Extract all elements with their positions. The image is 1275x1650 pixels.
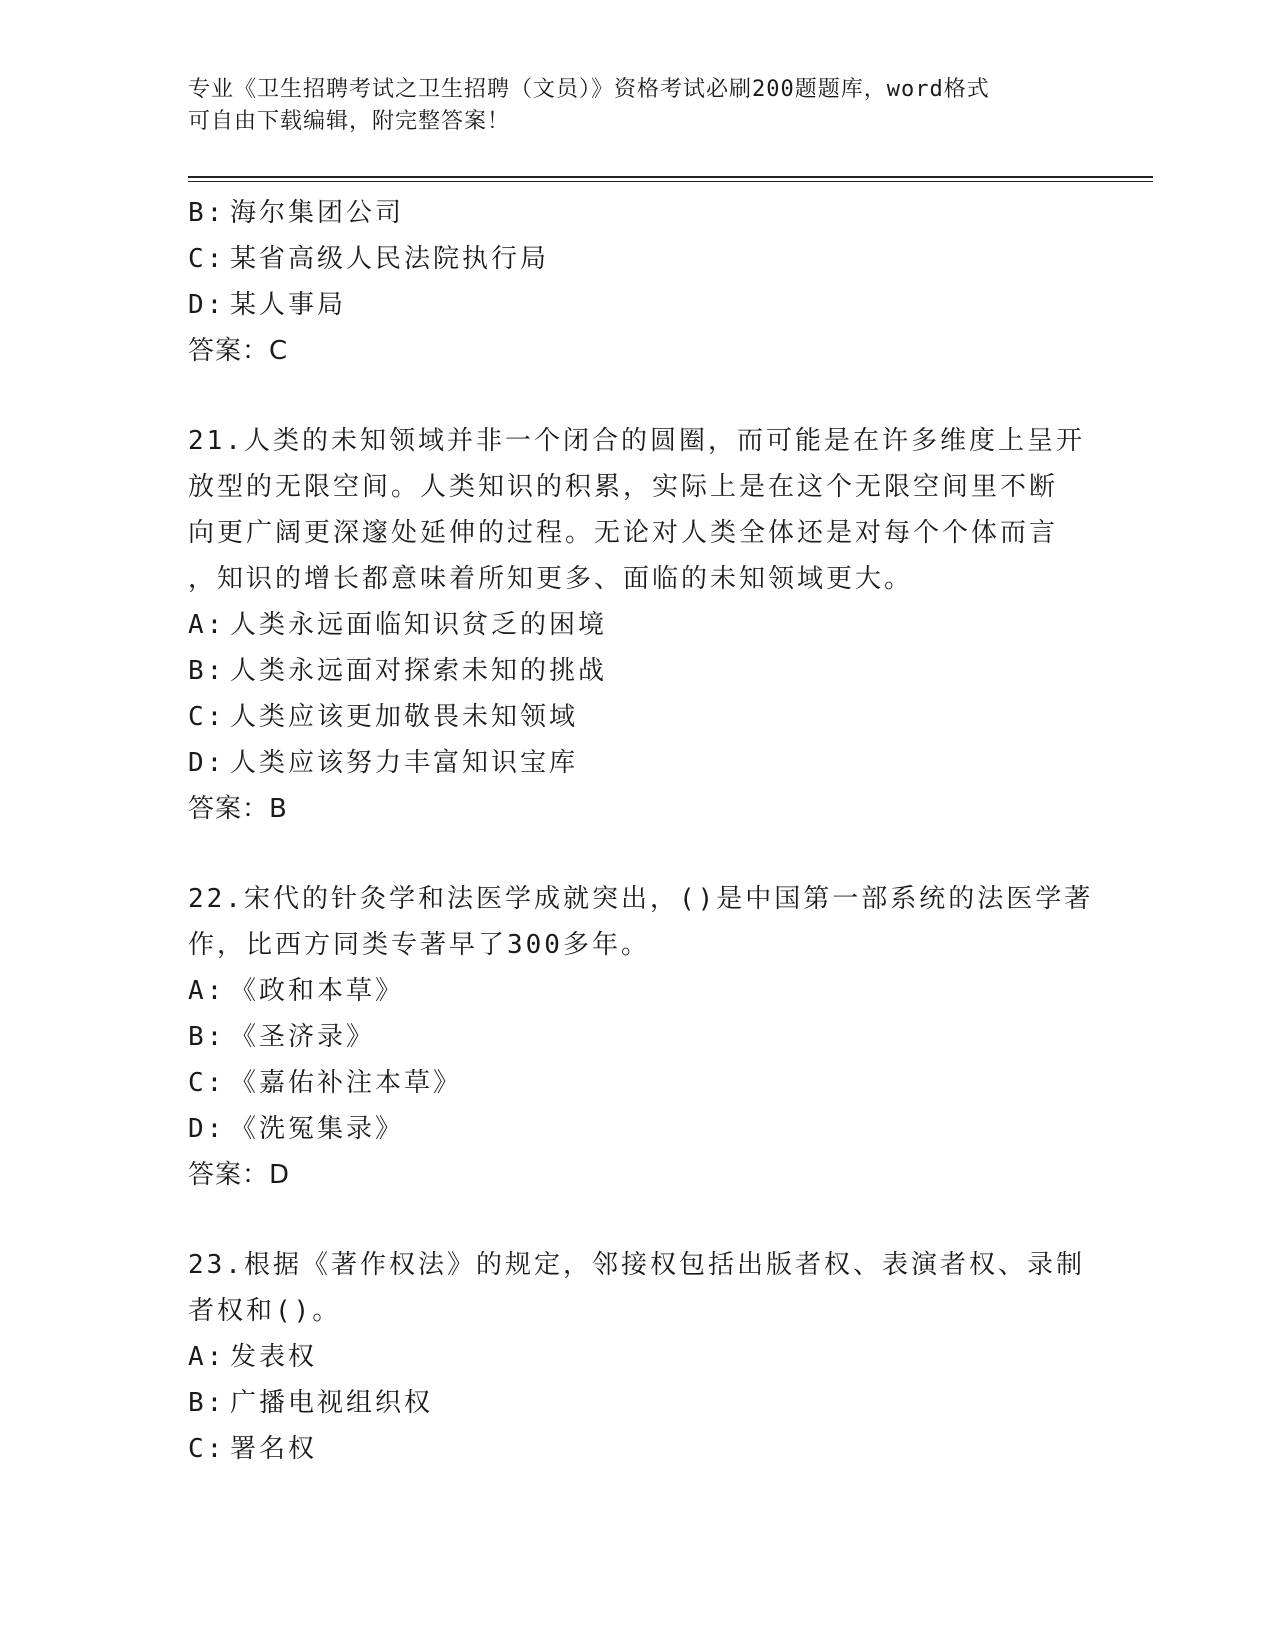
- stem-line: 23.根据《著作权法》的规定，邻接权包括出版者权、表演者权、录制: [188, 1250, 1085, 1280]
- option-c: [188, 694, 1088, 740]
- question-23: [188, 1242, 1088, 1472]
- option-b: [188, 1380, 1088, 1426]
- option-c: [188, 236, 1088, 282]
- option-text: 人类永远面临知识贫乏的困境: [230, 610, 608, 640]
- answer-line: 答案：B: [188, 794, 288, 824]
- option-label: B:: [188, 1388, 226, 1418]
- option-label: B:: [188, 656, 226, 686]
- option-c: [188, 1060, 1088, 1106]
- option-label: A:: [188, 610, 226, 640]
- option-b: [188, 1014, 1088, 1060]
- option-text: 《圣济录》: [230, 1022, 376, 1052]
- stem-line: 21.人类的未知领域并非一个闭合的圆圈，而可能是在许多维度上呈开: [188, 426, 1085, 456]
- option-text: 某省高级人民法院执行局: [230, 244, 550, 274]
- option-text: 某人事局: [230, 290, 347, 320]
- question-21: [188, 418, 1088, 832]
- header-divider-thick: [188, 176, 1153, 178]
- stem-line: 放型的无限空间。人类知识的积累，实际上是在这个无限空间里不断: [188, 472, 1059, 502]
- header-divider-thin: [188, 181, 1153, 182]
- option-text: 人类永远面对探索未知的挑战: [230, 656, 608, 686]
- option-label: D:: [188, 290, 226, 320]
- option-b: [188, 648, 1088, 694]
- stem-line: 作，比西方同类专著早了300多年。: [188, 930, 650, 960]
- option-text: 发表权: [230, 1342, 318, 1372]
- option-b: [188, 190, 1088, 236]
- option-text: 海尔集团公司: [230, 198, 405, 228]
- option-label: C:: [188, 1068, 226, 1098]
- question-stem: [188, 1242, 1088, 1334]
- option-a: [188, 602, 1088, 648]
- stem-line: ，知识的增长都意味着所知更多、面临的未知领域更大。: [188, 564, 914, 594]
- option-text: 人类应该努力丰富知识宝库: [230, 748, 579, 778]
- option-label: C:: [188, 1434, 226, 1464]
- answer-line: 答案：D: [188, 1160, 291, 1190]
- option-d: [188, 282, 1088, 328]
- question-22: [188, 876, 1094, 1198]
- option-d: [188, 740, 1088, 786]
- stem-line: 22.宋代的针灸学和法医学成就突出，()是中国第一部系统的法医学著: [188, 884, 1094, 914]
- option-a: [188, 968, 1088, 1014]
- option-label: A:: [188, 1342, 226, 1372]
- option-label: B:: [188, 1022, 226, 1052]
- option-label: B:: [188, 198, 226, 228]
- question-stem: [188, 876, 1094, 968]
- header-line-1: 专业《卫生招聘考试之卫生招聘（文员）》资格考试必刷200题题库，word格式: [188, 77, 990, 102]
- option-text: 《政和本草》: [230, 976, 405, 1006]
- option-label: A:: [188, 976, 226, 1006]
- option-c: [188, 1426, 1088, 1472]
- header-line-2: 可自由下载编辑，附完整答案！: [188, 109, 511, 134]
- option-label: C:: [188, 702, 226, 732]
- question-stem: [188, 418, 1088, 602]
- option-label: D:: [188, 1114, 226, 1144]
- stem-line: 者权和()。: [188, 1296, 342, 1326]
- option-text: 《嘉佑补注本草》: [230, 1068, 463, 1098]
- option-d: [188, 1106, 1088, 1152]
- answer-line: 答案：C: [188, 336, 289, 366]
- option-label: D:: [188, 748, 226, 778]
- option-text: 广播电视组织权: [230, 1388, 434, 1418]
- prev-question: [188, 190, 1088, 374]
- question-content: [188, 190, 1094, 1472]
- option-a: [188, 1334, 1088, 1380]
- option-text: 《洗冤集录》: [230, 1114, 405, 1144]
- option-label: C:: [188, 244, 226, 274]
- option-text: 人类应该更加敬畏未知领域: [230, 702, 579, 732]
- page-header: [188, 74, 1088, 138]
- option-text: 署名权: [230, 1434, 318, 1464]
- stem-line: 向更广阔更深邃处延伸的过程。无论对人类全体还是对每个个体而言: [188, 518, 1059, 548]
